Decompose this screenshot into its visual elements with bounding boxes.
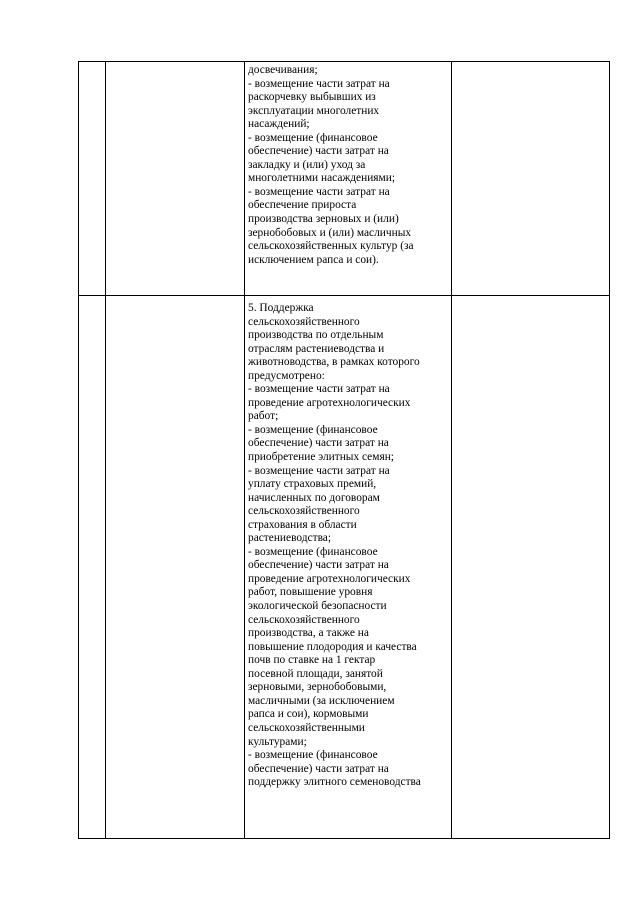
- text-line: насаждений;: [248, 118, 310, 131]
- text-line: зернобобовых и (или) масличных: [248, 226, 412, 239]
- text-line: посевной площади, занятой: [248, 667, 383, 680]
- text-line: обеспечение) части затрат на: [248, 762, 389, 775]
- table-cell-notes: [452, 62, 610, 296]
- text-line: - возмещение части затрат на: [248, 464, 390, 477]
- text-line: закладку и (или) уход за: [248, 158, 366, 171]
- text-line: - возмещение части затрат на: [248, 77, 390, 90]
- text-line: проведение агротехнологических: [248, 572, 411, 585]
- text-line: производства по отдельным: [248, 329, 384, 342]
- text-line: масличными (за исключением: [248, 694, 395, 707]
- text-line: - возмещение части затрат на: [248, 185, 390, 198]
- text-line: сельскохозяйственными: [248, 721, 365, 734]
- table-cell-number: [79, 62, 106, 296]
- text-line: отраслям растениеводства и: [248, 342, 385, 355]
- text-line: исключением рапса и сои).: [248, 253, 379, 266]
- text-line: сельскохозяйственных культур (за: [248, 240, 414, 253]
- text-line: сельскохозяйственного: [248, 505, 360, 518]
- text-line: зерновыми, зернобобовыми,: [248, 681, 387, 694]
- text-line: обеспечение прироста: [248, 199, 357, 212]
- text-line: уплату страховых премий,: [248, 478, 377, 491]
- cell-text: [245, 62, 451, 267]
- text-line: обеспечение) части затрат на: [248, 437, 389, 450]
- text-line: животноводства, в рамках которого: [248, 356, 420, 369]
- table-cell-measures: [245, 296, 452, 839]
- text-line: экологической безопасности: [248, 600, 387, 613]
- text-line: поддержку элитного семеноводства: [248, 776, 421, 789]
- text-line: предусмотрено:: [248, 369, 325, 382]
- text-line: - возмещение части затрат на: [248, 383, 390, 396]
- table-row: [79, 296, 610, 839]
- text-line: досвечивания;: [248, 64, 318, 76]
- text-line: проведение агротехнологических: [248, 396, 411, 409]
- text-line: раскорчевку выбывших из: [248, 91, 376, 104]
- text-line: производства зерновых и (или): [248, 213, 399, 226]
- text-line: сельскохозяйственного: [248, 315, 360, 328]
- table-row: [79, 62, 610, 296]
- text-line: 5. Поддержка: [248, 302, 314, 314]
- text-line: - возмещение (финансовое: [248, 749, 378, 762]
- text-line: - возмещение (финансовое: [248, 131, 378, 144]
- document-table: [78, 61, 610, 839]
- text-line: рапса и сои), кормовыми: [248, 708, 369, 721]
- text-line: многолетними насаждениями;: [248, 172, 396, 185]
- text-line: повышение плодородия и качества: [248, 640, 417, 653]
- text-line: сельскохозяйственного: [248, 613, 360, 626]
- text-line: - возмещение (финансовое: [248, 545, 378, 558]
- table-cell-name: [106, 296, 245, 839]
- text-line: работ;: [248, 410, 279, 423]
- text-line: обеспечение) части затрат на: [248, 145, 389, 158]
- text-line: - возмещение (финансовое: [248, 423, 378, 436]
- table-cell-number: [79, 296, 106, 839]
- text-line: обеспечение) части затрат на: [248, 559, 389, 572]
- text-line: растениеводства;: [248, 532, 332, 545]
- text-line: эксплуатации многолетних: [248, 104, 380, 117]
- table-cell-measures: [245, 62, 452, 296]
- table-cell-notes: [452, 296, 610, 839]
- text-line: работ, повышение уровня: [248, 586, 373, 599]
- text-line: приобретение элитных семян;: [248, 451, 394, 464]
- text-line: производства, а также на: [248, 627, 369, 640]
- text-line: начисленных по договорам: [248, 491, 380, 504]
- text-line: культурами;: [248, 735, 307, 748]
- text-line: страхования в области: [248, 518, 357, 531]
- cell-text: [245, 296, 451, 790]
- text-line: почв по ставке на 1 гектар: [248, 654, 376, 667]
- table-cell-name: [106, 62, 245, 296]
